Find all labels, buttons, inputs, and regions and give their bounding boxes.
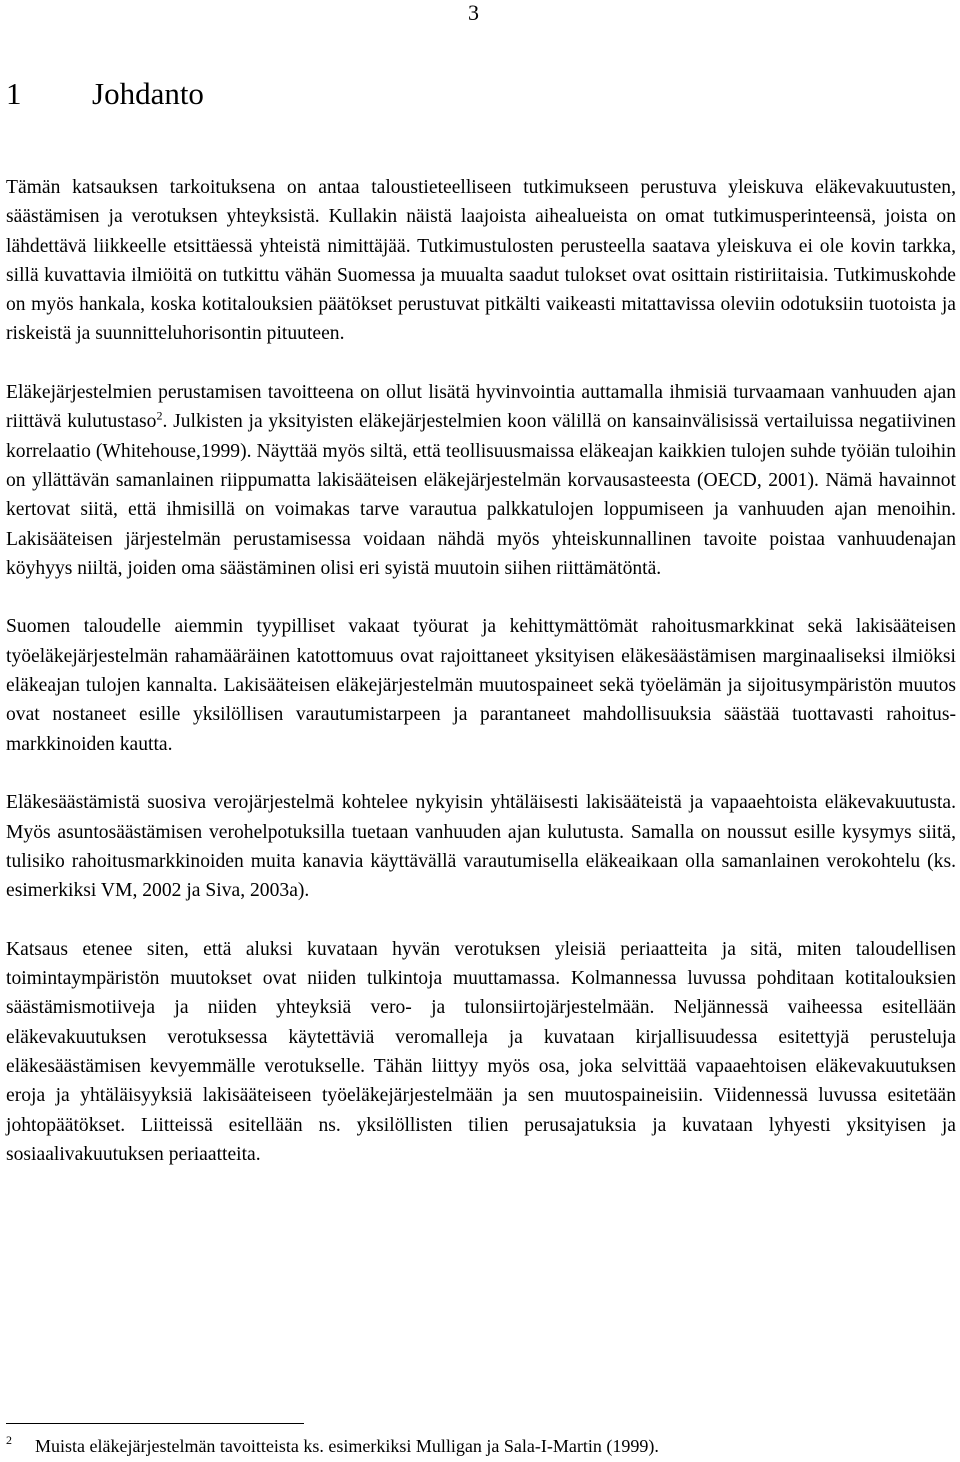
chapter-title: Johdanto <box>92 76 204 111</box>
body-text <box>6 173 956 1198</box>
chapter-heading <box>6 74 204 114</box>
paragraph-pension-systems <box>6 378 956 583</box>
paragraph-text: Eläkejärjestelmien perustamisen tavoitteena on ollut lisätä hyvinvointia auttamalla ihmisiä turvaamaan vanhuuden ajan riittävä kulutustaso <box>6 382 956 433</box>
paragraph-finnish-economy: Suomen taloudelle aiemmin tyypilliset vakaat työurat ja kehittymättömät rahoitusmarkkinat sekä lakisääteisen työeläkejärjestelmän rahamääräinen katottomuus ovat rajoittaneet yksityisen eläkesäästämisen marginaaliseksi ilmiöksi eläkeajan tulojen kannalta. Lakisääteisen eläkejärjestelmän muutospaineet sekä työelämän ja sijoitusympäristön muutos ovat nostaneet esille yksilöllisen varautumistarpeen ja parantaneet mahdollisuuksia säästää tuottavasti rahoitusmarkkinoiden kautta. <box>6 616 956 755</box>
footnote-text: Muista eläkejärjestelmän tavoitteista ks. esimerkiksi Mulligan ja Sala-I-Martin (1999). <box>35 1436 659 1456</box>
footnote-divider <box>6 1423 304 1424</box>
footnote-reference: 2 <box>156 408 163 423</box>
paragraph-intro: Tämän katsauksen tarkoituksena on antaa taloustieteelliseen tutkimukseen perustuva yleiskuva eläkevakuutusten, säästämisen ja verotuksen yhteyksistä. Kullakin näistä laajoista aihealueista on omat tutkimusperinteensä, joista on lähdettävä liikkeelle etsittäessä yhteistä nimittäjää. Tutkimustulosten perusteella saatava yleiskuva ei ole kovin tarkka, sillä kuvattavia ilmiöitä on tutkittu vähän Suomessa ja muualta saadut tulokset ovat osittain ristiriitaisia. Tutkimuskohde on myös hankala, koska kotitalouksien päätökset perustuvat pitkälti vaikeasti mitattavissa oleviin odotuksiin tuotoista ja riskeistä ja suunnitteluhorisontin pituuteen. <box>6 177 956 345</box>
page-number: 3 <box>468 0 479 25</box>
footnote-mark: 2 <box>6 1433 12 1447</box>
chapter-number: 1 <box>6 76 22 111</box>
paragraph-text: . Julkisten ja yksityisten eläkejärjestelmien koon välillä on kansainvälisissä vertailuissa negatiivinen korrelaatio (Whitehouse,1999). Näyttää myös siltä, että teollisuusmaissa eläkeajan kaikkien tulojen suhde työiän tuloihin on yllättävän samanlainen riippumatta lakisääteisen eläkejärjestelmän korvausasteesta (OECD, 2001). Nämä havainnot kertovat siitä, että ihmisillä on voimakas tarve varautua palkkatulojen loppumiseen ja vanhuuden ajan menoihin. Lakisääteisen järjestelmän perustamisessa voidaan nähdä myös yhteiskunnallinen tavoite poistaa vanhuudenajan köyhyys niiltä, joiden oma säästäminen olisi eri syistä muutoin siihen riittämätöntä. <box>6 411 956 579</box>
paragraph-outline: Katsaus etenee siten, että aluksi kuvataan hyvän verotuksen yleisiä periaatteita ja sitä, miten taloudellisen toimintaympäristön muutokset ovat niiden tulkintoja muuttamassa. Kolmannessa luvussa pohditaan kotitalouksien säästämismotiiveja ja niiden yhteyksiä vero- ja tulonsiirtojärjestelmään. Neljännessä vaiheessa esitellään eläkevakuutuksen verotuksessa käytettäviä veromalleja ja kuvataan kirjallisuudessa esitettyjä perusteluja eläkesäästämisen kevyemmälle verotukselle. Tähän liittyy myös osa, joka selvittää vapaaehtoisen eläkevakuutuksen eroja ja yhtäläisyyksiä lakisääteiseen työeläkejärjestelmään ja sen muutospaineisiin. Viidennessä luvussa esitetään johtopäätökset. Liitteissä esitellään ns. yksilöllisten tilien perusajatuksia ja kuvataan lyhyesti yksityisen ja sosiaalivakuutuksen periaatteita. <box>6 938 956 1165</box>
paragraph-tax-system: Eläkesäästämistä suosiva verojärjestelmä kohtelee nykyisin yhtäläisesti lakisääteistä ja vapaaehtoista eläkevakuutusta. Myös asuntosäästämisen verohelpotuksilla tuetaan vanhuuden ajan kulutusta. Samalla on noussut esille kysymys siitä, tulisiko rahoitusmarkkinoiden muita kanavia käyttävällä varautumisella eläkeaikaan olla samanlainen verokohtelu (ks. esimerkiksi VM, 2002 ja Siva, 2003a). <box>6 792 956 902</box>
